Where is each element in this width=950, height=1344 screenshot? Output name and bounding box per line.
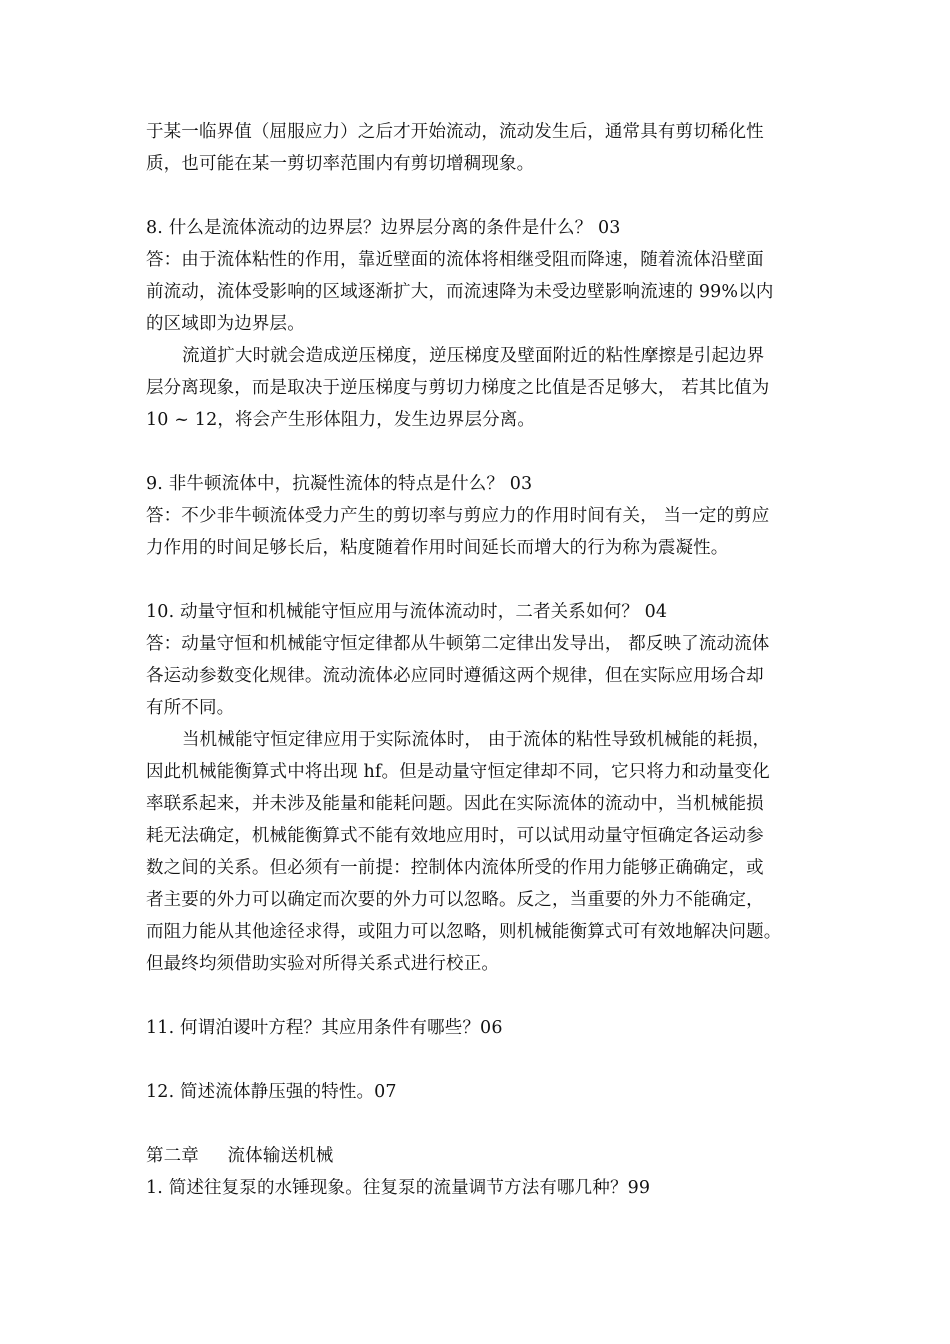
question-10: 10. 动量守恒和机械能守恒应用与流体流动时，二者关系如何？ 04: [146, 602, 668, 622]
answer-8-line: 前流动，流体受影响的区域逐渐扩大，而流速降为未受边壁影响流速的 99%以内: [146, 282, 774, 302]
paragraph-gap: [146, 180, 810, 212]
chapter-2-question-1: 1. 简述往复泵的水锤现象。往复泵的流量调节方法有哪几种？99: [146, 1178, 651, 1198]
answer-8-line: 答：由于流体粘性的作用，靠近壁面的流体将相继受阻而降速，随着流体沿壁面: [146, 250, 764, 270]
document-page: [146, 116, 810, 1204]
paragraph-gap: [146, 436, 810, 468]
chapter-2-title: 第二章 流体输送机械: [146, 1146, 334, 1166]
paragraph-gap: [146, 1044, 810, 1076]
answer-10-line: 有所不同。: [146, 698, 235, 718]
answer-10-para2-line: 而阻力能从其他途径求得，或阻力可以忽略，则机械能衡算式可有效地解决问题。: [146, 922, 782, 942]
answer-10-para2-line: 但最终均须借助实验对所得关系式进行校正。: [146, 954, 499, 974]
answer-10-para2-line: 率联系起来，并未涉及能量和能耗问题。因此在实际流体的流动中，当机械能损: [146, 794, 764, 814]
answer-10-para2-line: 因此机械能衡算式中将出现 hf。但是动量守恒定律却不同，它只将力和动量变化: [146, 762, 770, 782]
answer-10-line: 各运动参数变化规律。流动流体必应同时遵循这两个规律，但在实际应用场合却: [146, 666, 764, 686]
answer-8-para2-line: 流道扩大时就会造成逆压梯度，逆压梯度及壁面附近的粘性摩擦是引起边界: [182, 346, 765, 366]
answer-10-para2-line: 者主要的外力可以确定而次要的外力可以忽略。反之，当重要的外力不能确定，: [146, 890, 764, 910]
question-12: 12. 简述流体静压强的特性。07: [146, 1082, 397, 1102]
intro-line: 于某一临界值（屈服应力）之后才开始流动，流动发生后，通常具有剪切稀化性: [146, 122, 764, 142]
answer-8-para2-line: 层分离现象，而是取决于逆压梯度与剪切力梯度之比值是否足够大， 若其比值为: [146, 378, 770, 398]
paragraph-gap: [146, 980, 810, 1012]
answer-8-para2-line: 10 ~ 12，将会产生形体阻力，发生边界层分离。: [146, 410, 536, 430]
intro-line: 质，也可能在某一剪切率范围内有剪切增稠现象。: [146, 154, 535, 174]
answer-10-para2-line: 耗无法确定，机械能衡算式不能有效地应用时，可以试用动量守恒确定各运动参: [146, 826, 764, 846]
answer-9-line: 答：不少非牛顿流体受力产生的剪切率与剪应力的作用时间有关， 当一定的剪应: [146, 506, 770, 526]
answer-10-para2-line: 数之间的关系。但必须有一前提：控制体内流体所受的作用力能够正确确定，或: [146, 858, 764, 878]
paragraph-gap: [146, 1108, 810, 1140]
question-9: 9. 非牛顿流体中，抗凝性流体的特点是什么？ 03: [146, 474, 533, 494]
question-8: 8. 什么是流体流动的边界层？边界层分离的条件是什么？ 03: [146, 218, 621, 238]
paragraph-gap: [146, 564, 810, 596]
answer-10-line: 答：动量守恒和机械能守恒定律都从牛顿第二定律出发导出， 都反映了流动流体: [146, 634, 770, 654]
answer-9-line: 力作用的时间足够长后，粘度随着作用时间延长而增大的行为称为震凝性。: [146, 538, 729, 558]
answer-10-para2-line: 当机械能守恒定律应用于实际流体时， 由于流体的粘性导致机械能的耗损，: [182, 730, 771, 750]
answer-8-line: 的区域即为边界层。: [146, 314, 305, 334]
question-11: 11. 何谓泊谡叶方程？其应用条件有哪些？06: [146, 1018, 503, 1038]
